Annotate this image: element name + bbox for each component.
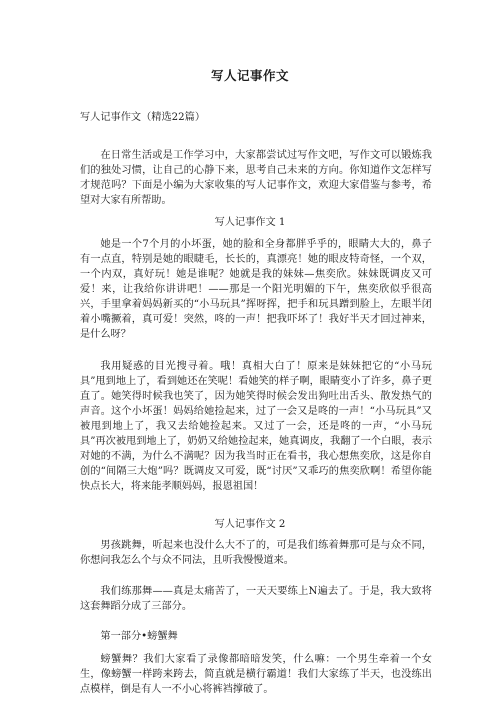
- section-2-heading: 写人记事作文 2: [214, 519, 286, 530]
- section-2-paragraph-2: 我们练那舞——真是太痛苦了，一天天要练上N遍去了。于是，我大致将这套舞蹈分成了三部分。: [80, 586, 432, 612]
- section-1-paragraph-2: 我用疑惑的目光搜寻着。哦！真相大白了！原来是妹妹把它的“小马玩具”甩到地上了，看到她还在笑呢！看她笑的样子啊，眼睛变小了许多，鼻子更直了。她笑得时候我也笑了，因为她笑得时候会发出狗吐出舌头、散发热气的声音。这个小坏蛋！妈妈给她捡起来，过了一会又是咚的一声！“小马玩具”又被甩到地上了，我又去给她捡起来。又过了一会，还是咚的一声，“小马玩具”再次被甩到地上了，奶奶又给她捡起来，她真调皮，我翻了一个白眼，表示对她的不满，为什么不满呢？因为我当时正在看书，我心想焦奕欣，这是你自创的“间隔三大炮”吗？既调皮又可爱，既“讨厌”又乖巧的焦奕欣啊！希望你能快点长大，将来能孝顺妈妈，报恩祖国！: [80, 361, 432, 492]
- section-1-paragraph-1: 她是一个7个月的小坏蛋，她的脸和全身都胖乎乎的，眼睛大大的，鼻子有一点直，特别是她的眼睫毛，长长的，真漂亮！她的眼皮特奇怪，一个双，一个内双，真好玩！她是谁呢？她就是我的妹妹—焦奕欣。妹妹既调皮又可爱！来，让我给你讲讲吧！——那是一个阳光明媚的下午，焦奕欣似乎很高兴，手里拿着妈妈新买的“小马玩具”挥呀挥，把手和玩具蹭到脸上，左眼半闭着小嘴撅着，真可爱！突然，咚的一声！把我吓坏了！我好半天才回过神来，是什么呀？: [80, 239, 432, 340]
- document-title: 写人记事作文: [210, 68, 289, 83]
- section-1-heading: 写人记事作文 1: [214, 217, 286, 228]
- section-2-paragraph-3: 螃蟹舞？我们大家看了录像都暗暗发笑，什么嘛：一个男生牵着一个女生，像螃蟹一样跨来跨去，简直就是横行霸道！我们大家练了半天，也没练出点模样，倒是有人一不小心将裤裆撑破了。: [80, 654, 432, 695]
- section-2-subheading: 第一部分•螃蟹舞: [100, 631, 178, 642]
- document-subtitle: 写人记事作文（精选22篇）: [80, 112, 206, 123]
- intro-paragraph: 在日常生活或是工作学习中，大家都尝试过写作文吧，写作文可以锻炼我们的独处习惯，让自己的心静下来，思考自己未来的方向。你知道作文怎样写才规范吗？下面是小编为大家收集的写人记事作文，欢迎大家借鉴与参考，希望对大家有所帮助。: [80, 150, 432, 206]
- section-2-paragraph-1: 男孩跳舞，听起来也没什么大不了的，可是我们练着舞那可是与众不同，你想问我怎么个与众不同法，且听我慢慢道来。: [80, 540, 432, 566]
